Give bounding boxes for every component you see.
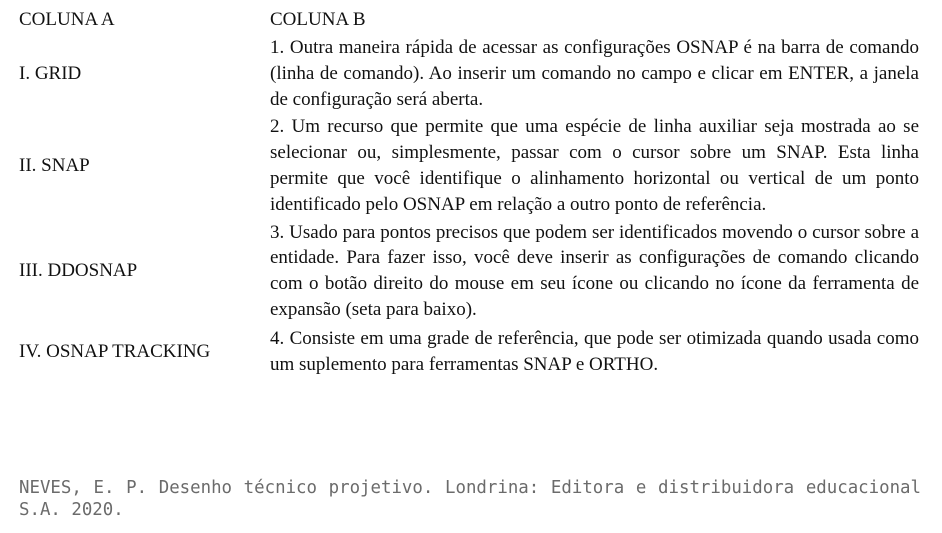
- column-a-header: COLUNA A: [19, 9, 115, 30]
- table-header: [19, 6, 919, 33]
- column-a-item: II. SNAP: [19, 154, 90, 176]
- table-row: [19, 114, 919, 217]
- matching-table: [19, 6, 919, 377]
- table-row: [19, 326, 919, 378]
- column-b-item: 3. Usado para pontos precisos que podem ser identificados movendo o cursor sobre a entidade. Para fazer isso, você deve inserir as configurações de comando clicando com o botão direito do mouse em seu ícone ou clicando no ícone da ferramenta de expansão (seta para baixo).: [270, 221, 919, 320]
- column-a-item: III. DDOSNAP: [19, 260, 138, 282]
- column-b-header: COLUNA B: [270, 9, 366, 30]
- column-b-item: 4. Consiste em uma grade de referência, que pode ser otimizada quando usada como um suplemento para ferramentas SNAP e ORTHO.: [270, 327, 919, 375]
- table-row: [19, 220, 919, 323]
- column-a-item: I. GRID: [19, 62, 82, 84]
- column-a-item: IV. OSNAP TRACKING: [19, 340, 211, 362]
- column-b-item: 1. Outra maneira rápida de acessar as configurações OSNAP é na barra de comando (linha de comando). Ao inserir um comando no campo e clicar em ENTER, a janela de configuração será aberta.: [270, 37, 919, 110]
- column-b-item: 2. Um recurso que permite que uma espécie de linha auxiliar seja mostrada ao se selecionar ou, simplesmente, passar com o cursor sobre um SNAP. Esta linha permite que você identifique o alinhamento horizontal ou vertical de um ponto identificado pelo OSNAP em relação a outro ponto de referência.: [270, 116, 919, 215]
- source-citation: NEVES, E. P. Desenho técnico projetivo. Londrina: Editora e distribuidora educacional S.A. 2020.: [19, 478, 921, 520]
- table-row: [19, 35, 919, 112]
